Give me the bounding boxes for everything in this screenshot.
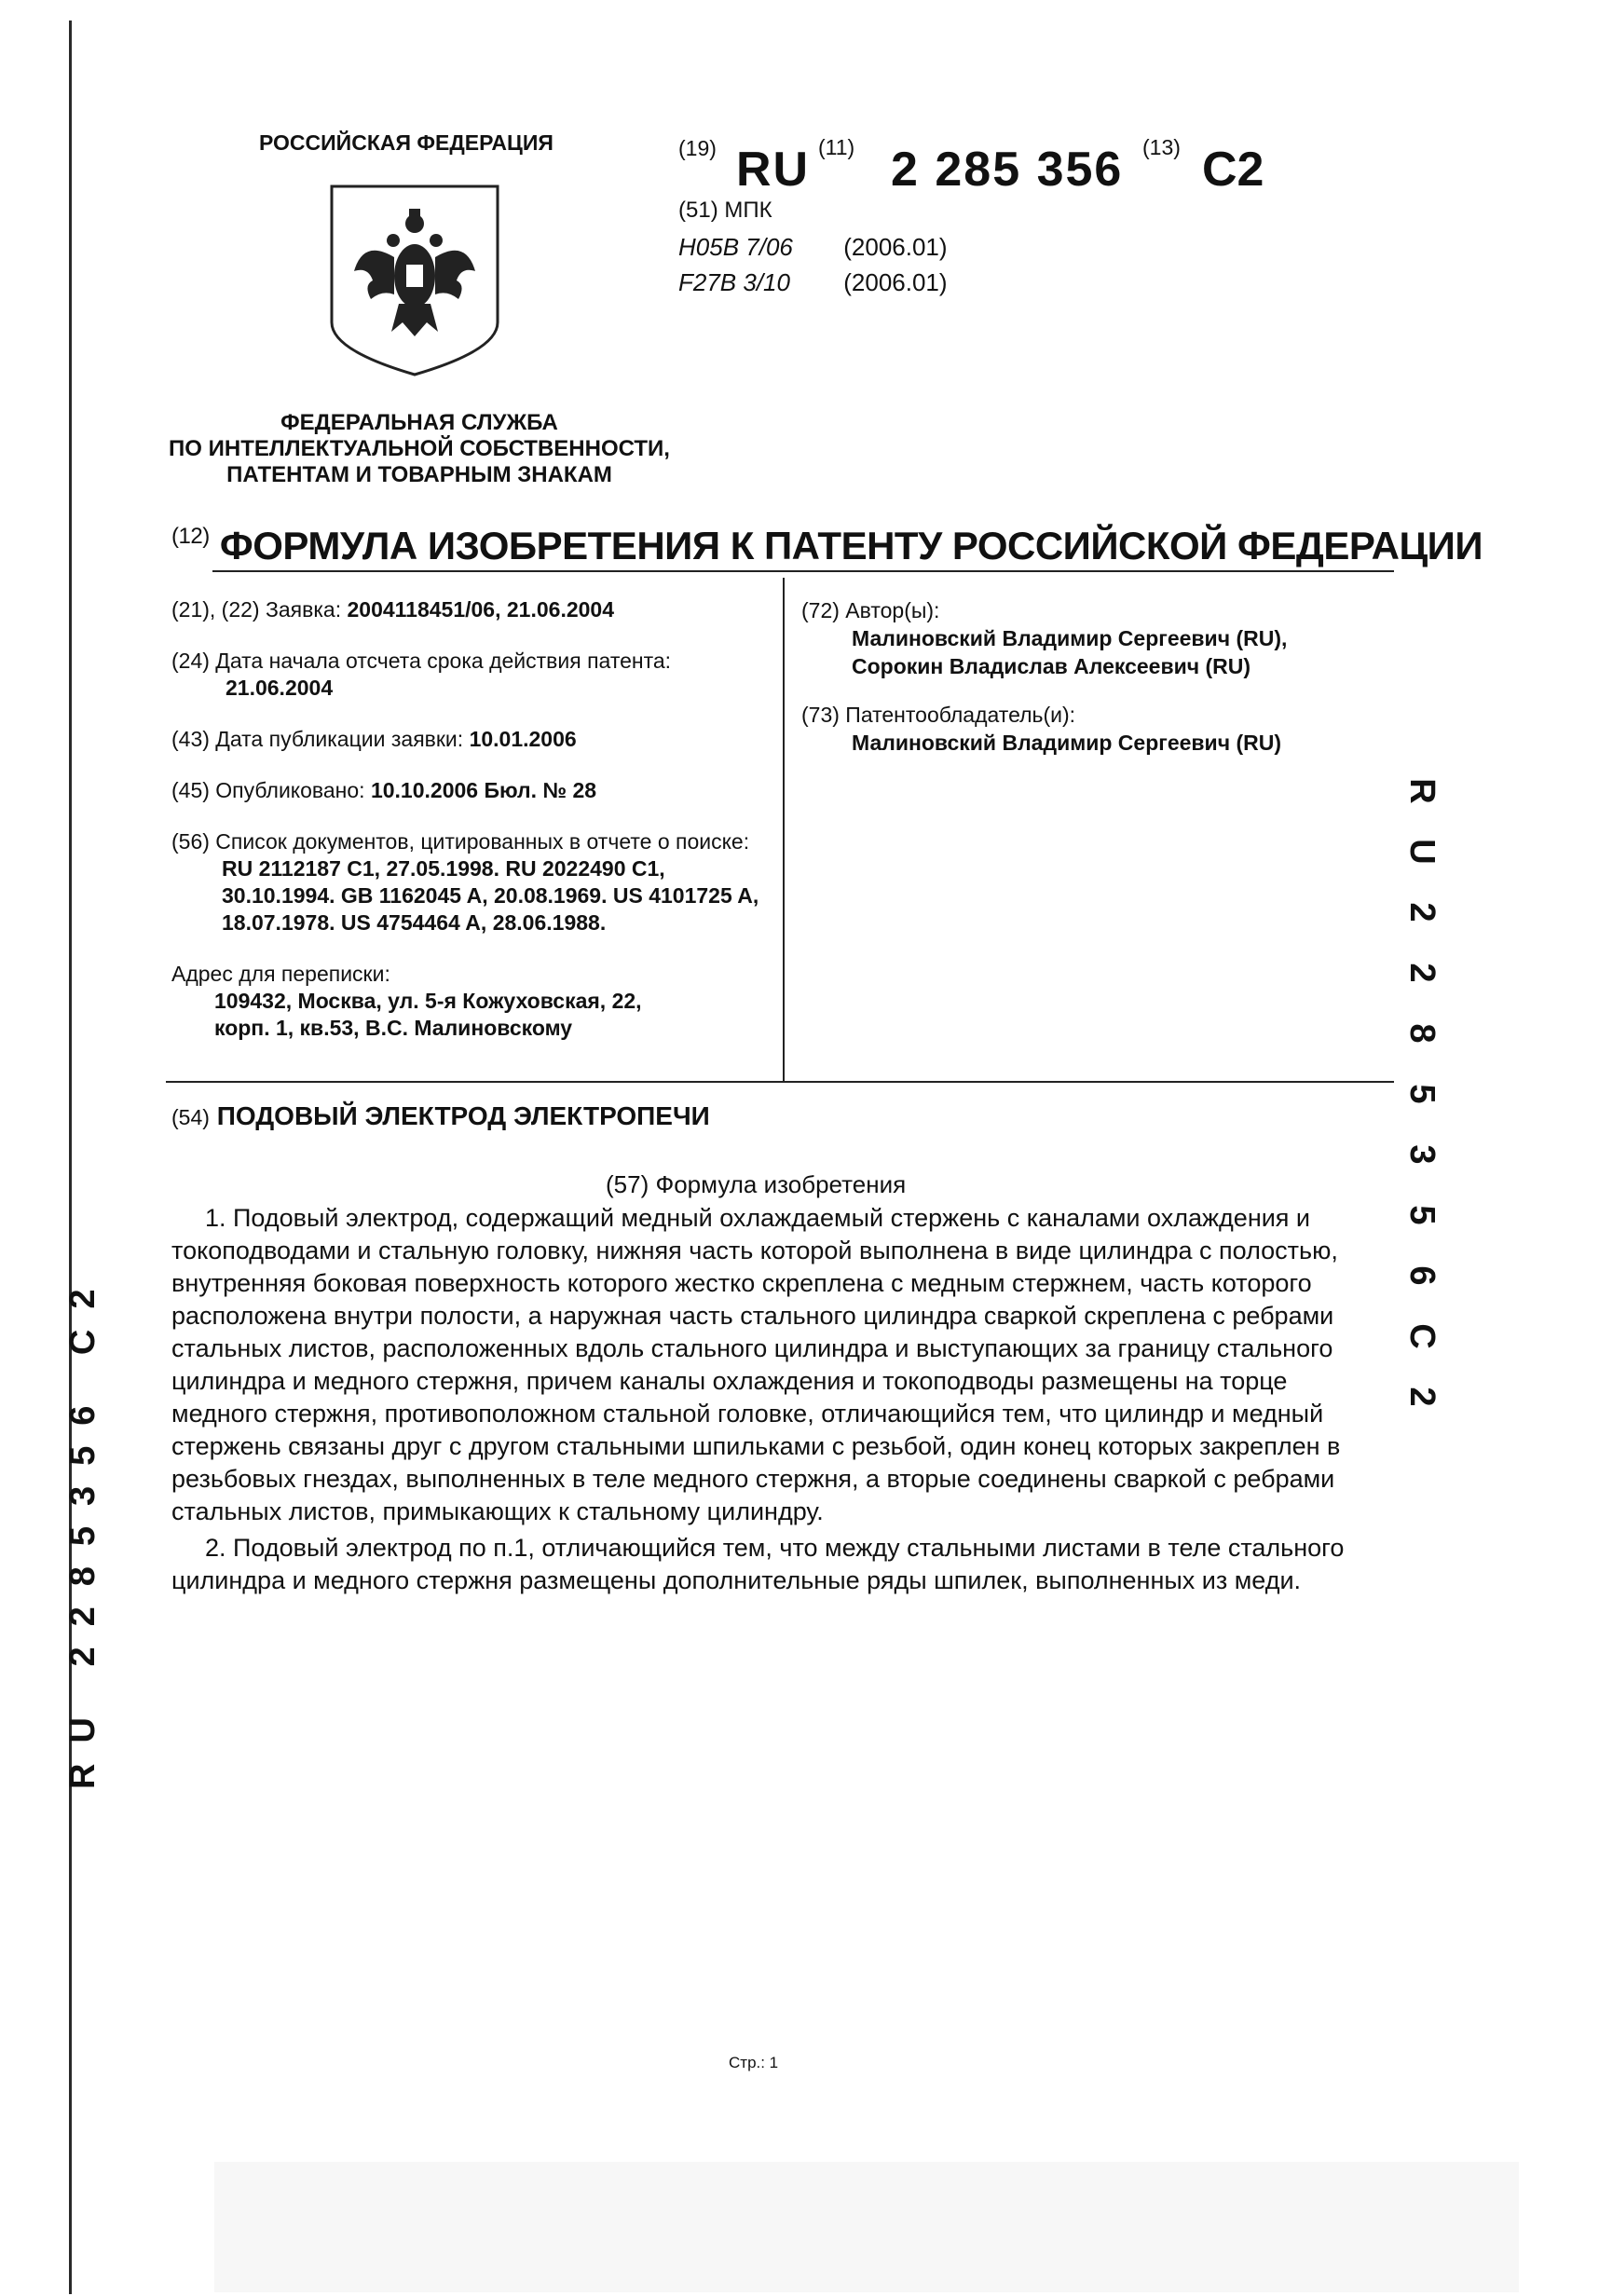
claim-item: 1. Подовый электрод, содержащий медный охлаждаемый стержень с каналами охлаждения и токоподводами и стальную головку, нижняя часть которой выполнена в виде цилиндра с полостью, внутренняя боковая поверхность которого жестко скреплена с медным стержнем, часть которого расположена внутри полости, а наружная часть стального цилиндра сваркой скреплена с ребрами стальных листов, расположенных вдоль стального цилиндра и выступающих за границу стального цилиндра и медного стержня, причем каналы охлаждения и токоподводы размещены на торце медного стержня, противоположном стальной головке, отличающийся тем, что цилиндр и медный стержень связаны друг с другом стальными шпильками с резьбой, один конец которых закреплен в резьбовых гнездах, выполненных в теле медного стержня, а вторые соединены сваркой с ребрами стальных листов, примыкающих к стальному цилиндру.: [171, 1204, 1341, 1525]
ipc-class: F27B 3/10: [678, 268, 790, 296]
side-char: R: [1402, 778, 1442, 804]
column-divider: [783, 578, 785, 1081]
authors-owners: [801, 596, 1379, 777]
author-name: Сорокин Владислав Алексеевич (RU): [852, 654, 1251, 678]
inid-code-54: (54): [171, 1105, 210, 1129]
side-char: 2: [1402, 902, 1442, 922]
invention-title: [171, 1101, 710, 1131]
side-char: 2: [1402, 1387, 1442, 1407]
application-label: (21), (22) Заявка:: [171, 597, 342, 622]
side-char: C: [1402, 1323, 1442, 1349]
side-char: 3: [1402, 1144, 1442, 1165]
document-title: [171, 524, 1483, 568]
country-code: RU: [736, 143, 811, 197]
authors-field: [801, 596, 1379, 680]
side-char: U: [1402, 839, 1442, 865]
published-label: (45) Опубликовано:: [171, 778, 365, 802]
agency-line-2: ПО ИНТЕЛЛЕКТУАЛЬНОЙ СОБСТВЕННОСТИ,: [169, 436, 670, 461]
claims-header: (57) Формула изобретения: [606, 1170, 907, 1198]
document-title-text: ФОРМУЛА ИЗОБРЕТЕНИЯ К ПАТЕНТУ РОССИЙСКОЙ ФЕДЕРАЦИИ: [219, 524, 1483, 567]
term-start-field: [171, 648, 777, 702]
side-id-right: [1403, 773, 1441, 1440]
claim-item: 2. Подовый электрод по п.1, отличающийся тем, что между стальными листами в теле стального цилиндра и медного стержня размещены дополнительные ряды шпилек, выполненных из меди.: [171, 1534, 1345, 1594]
address-field: [171, 961, 777, 1042]
agency-line-3: ПАТЕНТАМ И ТОВАРНЫМ ЗНАКАМ: [226, 462, 612, 487]
section-divider: [166, 1081, 1394, 1083]
side-char: 8: [1402, 1023, 1442, 1044]
published-field: [171, 777, 777, 804]
citations-label: (56) Список документов, цитированных в отчете о поиске:: [171, 829, 750, 854]
citations-field: [171, 828, 777, 936]
page-number: Стр.: 1: [729, 2054, 779, 2071]
ipc-version: (2006.01): [843, 233, 948, 261]
inid-code-13: (13): [1142, 135, 1181, 159]
app-publication-value: 10.01.2006: [469, 727, 577, 751]
inid-code-11: (11): [818, 135, 855, 159]
scan-edge-line: [69, 20, 72, 2294]
authors-label: (72) Автор(ы):: [801, 598, 940, 622]
agency-name: [140, 410, 699, 488]
application-field: [171, 596, 777, 623]
app-publication-label: (43) Дата публикации заявки:: [171, 727, 464, 751]
inid-code-19: (19): [678, 136, 717, 160]
side-char: 5: [1402, 1205, 1442, 1225]
ipc-row: [678, 268, 948, 297]
invention-title-text: ПОДОВЫЙ ЭЛЕКТРОД ЭЛЕКТРОПЕЧИ: [216, 1101, 710, 1130]
owner-name: Малиновский Владимир Сергеевич (RU): [852, 731, 1281, 755]
ipc-class: H05B 7/06: [678, 233, 793, 261]
address-line: корп. 1, кв.53, В.С. Малиновскому: [214, 1016, 573, 1040]
term-start-label: (24) Дата начала отсчета срока действия патента:: [171, 649, 672, 673]
citations-value: RU 2112187 C1, 27.05.1998. RU 2022490 C1, 30.10.1994. GB 1162045 A, 20.08.1969. US 4101725 A, 18.07.1978. US 4754464 A, 28.06.1988.: [222, 856, 759, 935]
claims-body: [171, 1202, 1383, 1601]
scan-shading: [214, 2162, 1519, 2292]
ipc-row: [678, 233, 948, 262]
country-name: РОССИЙСКАЯ ФЕДЕРАЦИЯ: [259, 130, 554, 155]
bibliographic-data: [171, 596, 777, 1066]
side-char: 5: [1402, 1084, 1442, 1104]
double-headed-eagle-icon: [326, 183, 503, 378]
ipc-header: (51) МПК: [678, 198, 772, 223]
title-rule: [212, 570, 1394, 572]
side-id-left: RU 2285356 C2: [63, 1268, 102, 1789]
agency-line-1: ФЕДЕРАЛЬНАЯ СЛУЖБА: [280, 410, 558, 435]
inid-code-12: (12): [171, 524, 210, 549]
owner-label: (73) Патентообладатель(и):: [801, 703, 1076, 727]
address-label: Адрес для переписки:: [171, 962, 390, 986]
published-value: 10.10.2006 Бюл. № 28: [370, 778, 597, 802]
kind-code: C2: [1202, 143, 1264, 197]
owner-field: [801, 701, 1379, 757]
address-line: 109432, Москва, ул. 5-я Кожуховская, 22,: [214, 989, 642, 1013]
app-publication-field: [171, 726, 777, 753]
patent-number: 2 285 356: [891, 143, 1124, 197]
application-value: 2004118451/06, 21.06.2004: [347, 597, 614, 622]
side-char: 2: [1402, 963, 1442, 983]
term-start-value: 21.06.2004: [226, 676, 334, 700]
side-char: 6: [1402, 1265, 1442, 1286]
author-name: Малиновский Владимир Сергеевич (RU),: [852, 626, 1288, 650]
ipc-version: (2006.01): [843, 268, 948, 296]
